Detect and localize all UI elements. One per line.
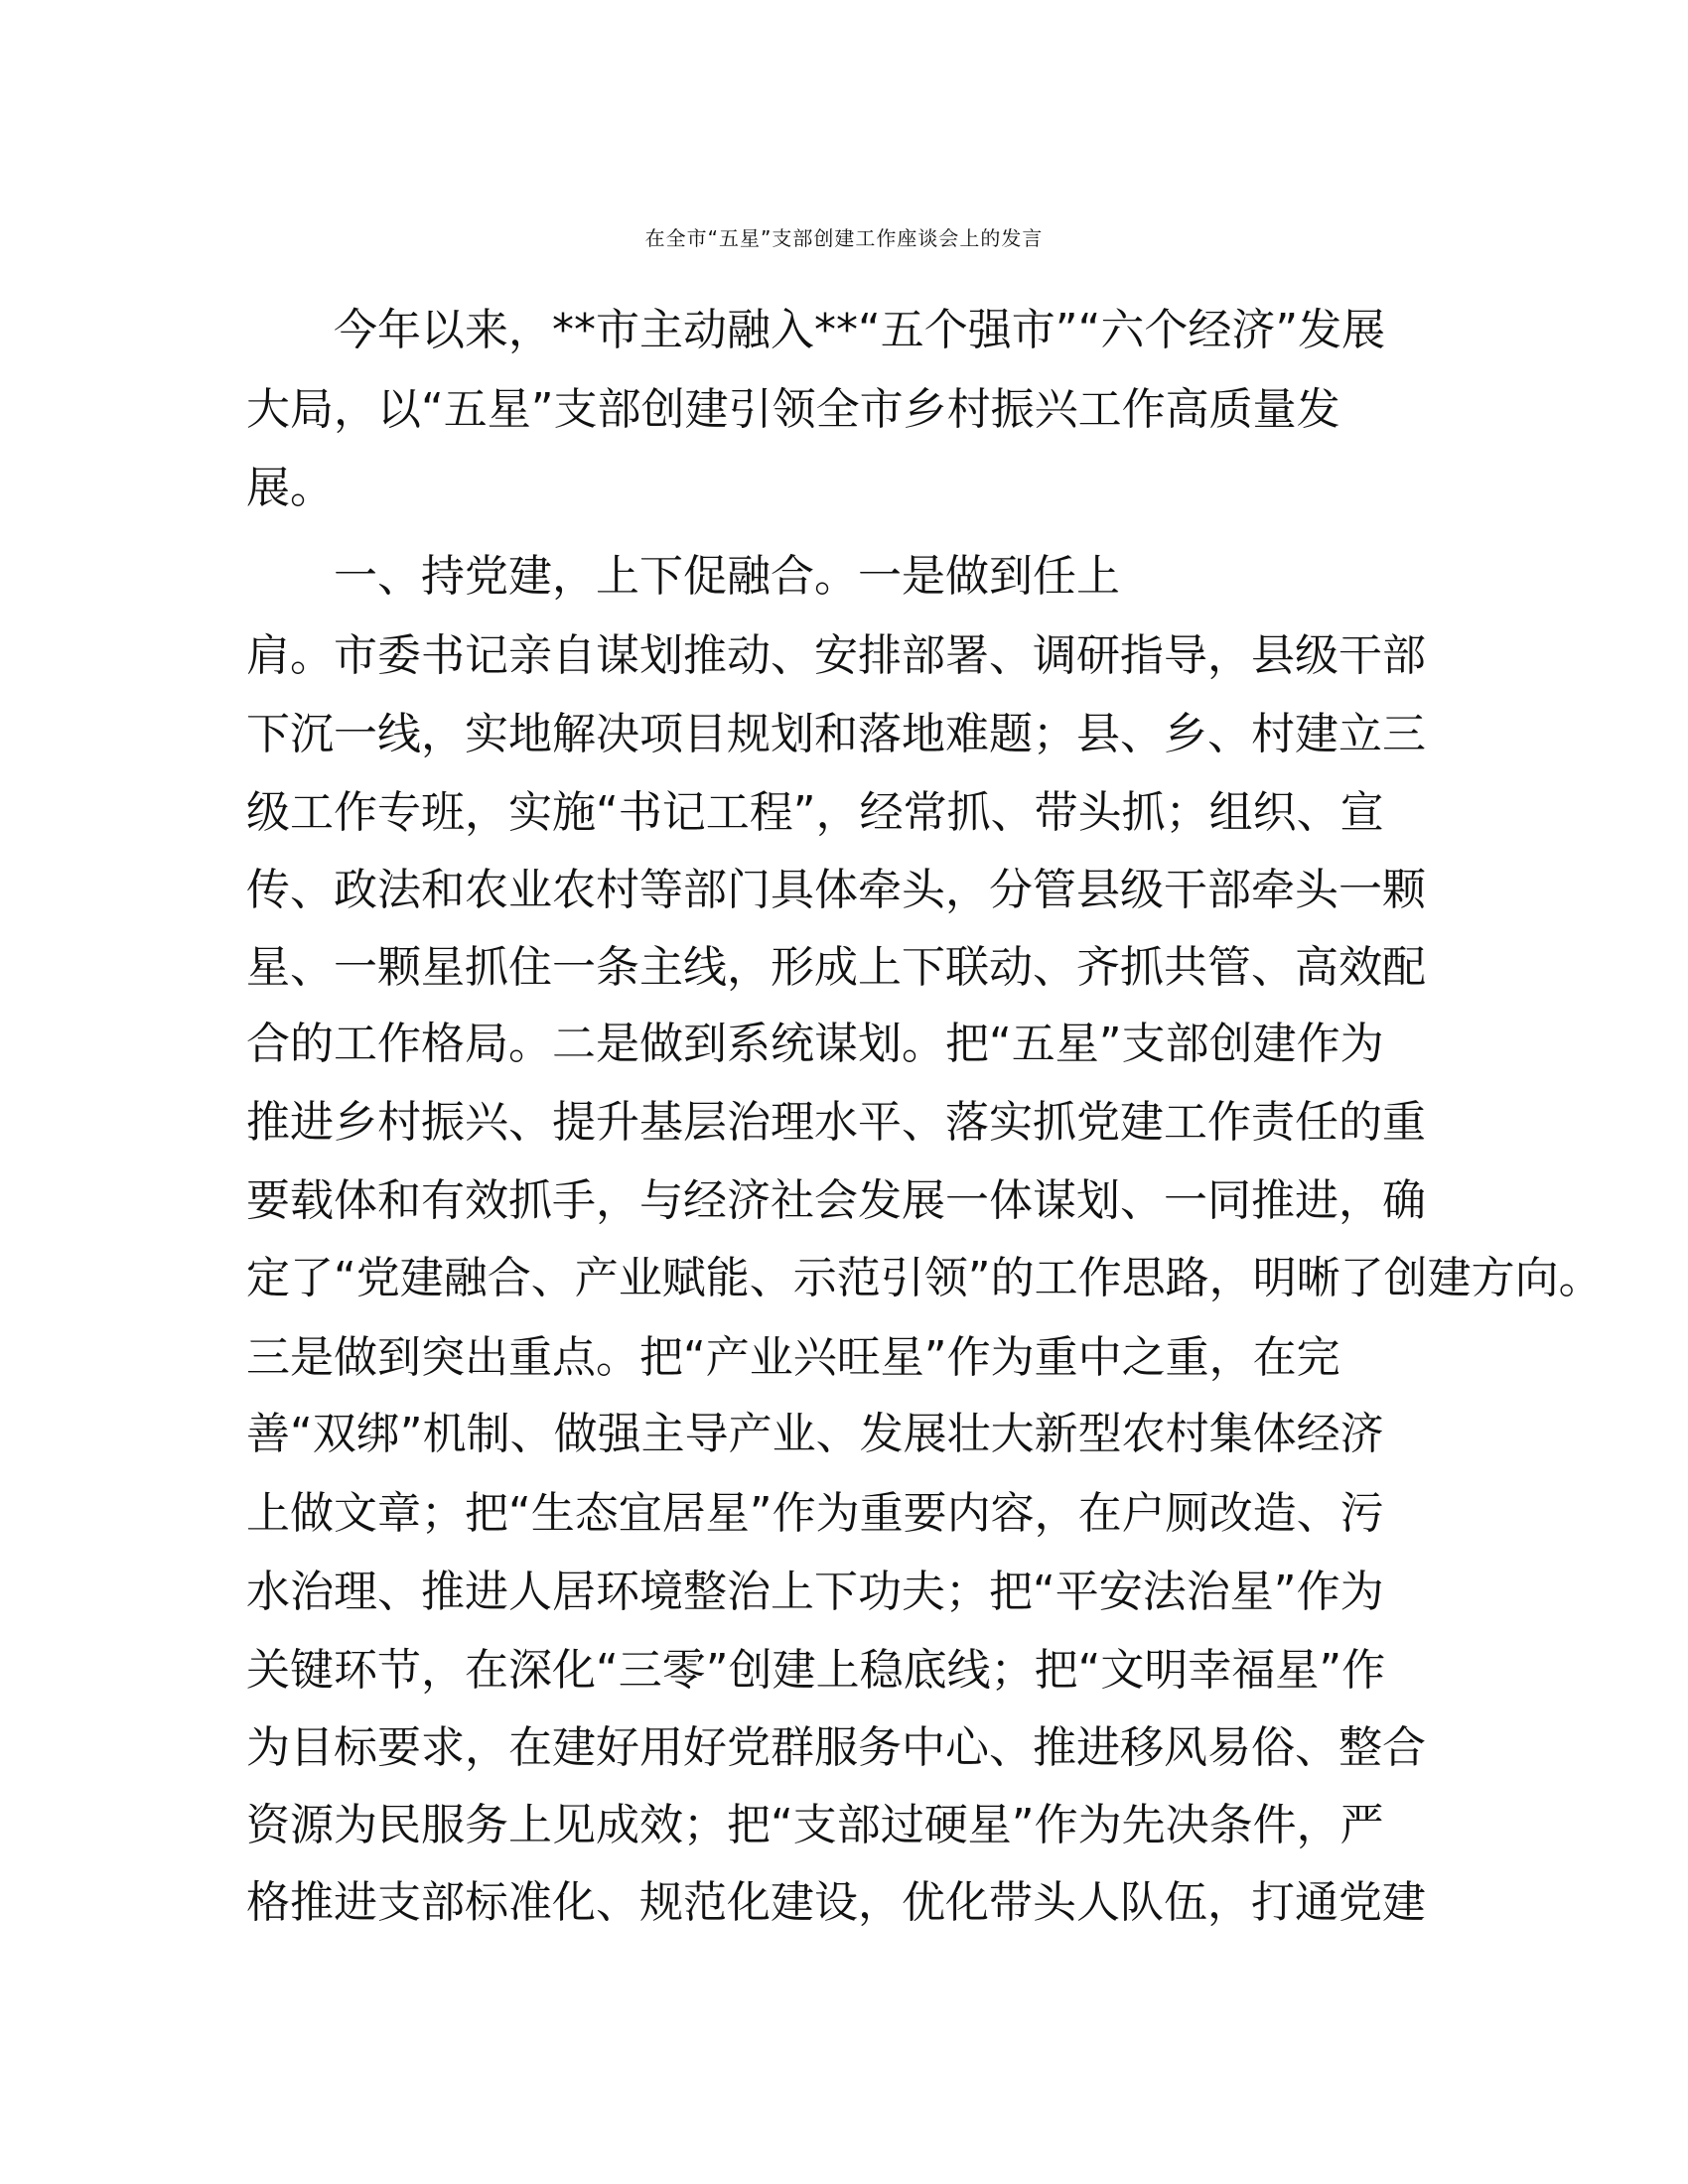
paragraph-line: 推进乡村振兴、提升基层治理水平、落实抓党建工作责任的重 [246, 1097, 1426, 1148]
paragraph-line: 善“双绑”机制、做强主导产业、发展壮大新型农村集体经济 [246, 1409, 1384, 1459]
paragraph-line: 星、一颗星抓住一条主线，形成上下联动、齐抓共管、高效配 [246, 942, 1426, 993]
paragraph-line: 肩。市委书记亲自谋划推动、安排部署、调研指导，县级干部 [246, 630, 1426, 681]
document-title: 在全市“五星”支部创建工作座谈会上的发言 [644, 226, 1044, 250]
paragraph-line: 格推进支部标准化、规范化建设，优化带头人队伍，打通党建 [246, 1877, 1426, 1928]
paragraph-line: 上做文章；把“生态宜居星”作为重要内容，在户厕改造、污 [246, 1488, 1384, 1539]
paragraph-line: 下沉一线，实地解决项目规划和落地难题；县、乡、村建立三 [246, 709, 1426, 759]
paragraph-line: 级工作专班，实施“书记工程”，经常抓、带头抓；组织、宣 [246, 787, 1384, 838]
paragraph-line: 关键环节，在深化“三零”创建上稳底线；把“文明幸福星”作 [246, 1645, 1386, 1696]
paragraph-line: 今年以来，**市主动融入**“五个强市”“六个经济”发展 [334, 305, 1386, 355]
paragraph-line: 定了“党建融合、产业赋能、示范引领”的工作思路，明晰了创建方向。 [246, 1253, 1603, 1303]
paragraph-line: 大局，以“五星”支部创建引领全市乡村振兴工作高质量发 [246, 384, 1340, 435]
paragraph-line: 合的工作格局。二是做到系统谋划。把“五星”支部创建作为 [246, 1019, 1384, 1069]
paragraph-line: 为目标要求，在建好用好党群服务中心、推进移风易俗、整合 [246, 1722, 1426, 1773]
paragraph-line: 一、持党建，上下促融合。一是做到任上 [334, 551, 1120, 602]
paragraph-line: 展。 [246, 463, 334, 513]
paragraph-line: 三是做到突出重点。把“产业兴旺星”作为重中之重，在完 [246, 1332, 1340, 1383]
paragraph-line: 传、政法和农业农村等部门具体牵头，分管县级干部牵头一颗 [246, 865, 1426, 915]
paragraph-line: 要载体和有效抓手，与经济社会发展一体谋划、一同推进，确 [246, 1175, 1426, 1226]
paragraph-line: 资源为民服务上见成效；把“支部过硬星”作为先决条件，严 [246, 1800, 1384, 1850]
paragraph-line: 水治理、推进人居环境整治上下功夫；把“平安法治星”作为 [246, 1567, 1384, 1617]
